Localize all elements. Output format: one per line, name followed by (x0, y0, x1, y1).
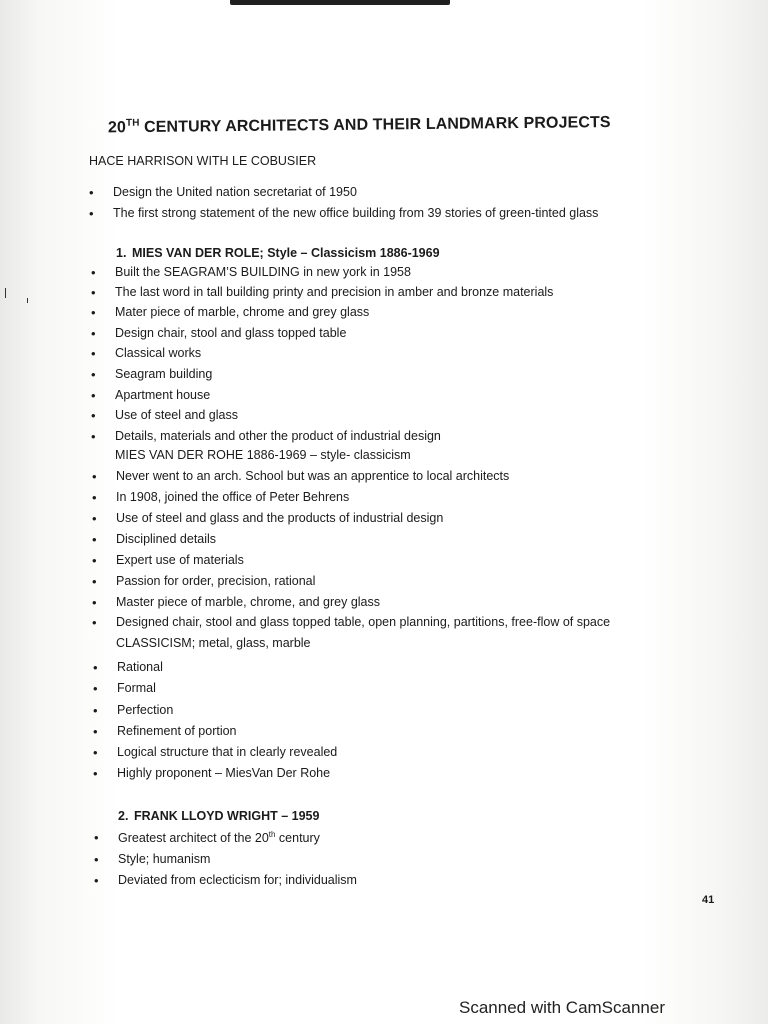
section-heading (116, 246, 440, 260)
list-item: • Highly proponent – MiesVan Der Rohe (117, 766, 330, 780)
document-subtitle: HACE HARRISON WITH LE COBUSIER (89, 154, 317, 168)
list-item: • Design chair, stool and glass topped table (115, 326, 346, 340)
list-item: • Never went to an arch. School but was an apprentice to local architects (116, 469, 509, 483)
list-item-text: century (275, 831, 320, 846)
section-heading (118, 809, 319, 823)
document-title (108, 113, 611, 138)
list-item: • Refinement of portion (117, 724, 237, 738)
scanner-watermark: Scanned with CamScanner (459, 998, 666, 1017)
list-item-text: Greatest architect of the 20 (118, 831, 269, 846)
superscript: th (268, 830, 276, 839)
list-item: • Details, materials and other the product of industrial design (115, 429, 441, 443)
list-item: • The first strong statement of the new office building from 39 stories of green-tinted glass (113, 206, 598, 220)
subheading: CLASSICISM; metal, glass, marble (116, 636, 311, 650)
list-item: • Designed chair, stool and glass topped table, open planning, partitions, free-flow of space (116, 615, 610, 629)
section-heading-text: MIES VAN DER ROLE; Style – Classicism 1886-1969 (132, 246, 440, 260)
list-item: • Mater piece of marble, chrome and grey glass (115, 305, 369, 319)
list-item: • Deviated from eclecticism for; individualism (118, 873, 357, 887)
page-number: 41 (702, 894, 715, 906)
list-item: • In 1908, joined the office of Peter Behrens (116, 490, 349, 504)
section-number: 1. (116, 246, 127, 260)
list-item: • Master piece of marble, chrome, and grey glass (116, 595, 380, 609)
list-item: • Rational (117, 660, 163, 674)
list-item: • Style; humanism (118, 852, 210, 866)
list-item: • Logical structure that in clearly revealed (117, 745, 337, 759)
list-item: • Disciplined details (116, 532, 216, 546)
list-item: • Passion for order, precision, rational (116, 574, 315, 588)
section-heading-text: FRANK LLOYD WRIGHT – 1959 (134, 809, 320, 823)
list-item: • Seagram building (115, 367, 212, 381)
title-superscript: TH (125, 117, 140, 129)
list-item: • Built the SEAGRAM’S BUILDING in new york in 1958 (115, 265, 411, 279)
title-text: CENTURY ARCHITECTS AND THEIR LANDMARK PROJECTS (139, 114, 611, 136)
list-item: • Use of steel and glass (115, 408, 238, 422)
section-number: 2. (118, 809, 129, 823)
list-item: • Apartment house (115, 388, 210, 402)
list-item: • Use of steel and glass and the products of industrial design (116, 511, 443, 525)
list-item (118, 830, 320, 845)
list-item: • The last word in tall building printy and precision in amber and bronze materials (115, 285, 553, 299)
title-number: 20 (107, 119, 127, 137)
list-item: • Expert use of materials (116, 553, 244, 567)
list-item: • Design the United nation secretariat of 1950 (113, 185, 357, 199)
list-item: • Classical works (115, 346, 201, 360)
list-item: • Perfection (117, 703, 173, 717)
subheading: MIES VAN DER ROHE 1886-1969 – style- classicism (115, 448, 411, 462)
list-item: • Formal (117, 681, 156, 695)
